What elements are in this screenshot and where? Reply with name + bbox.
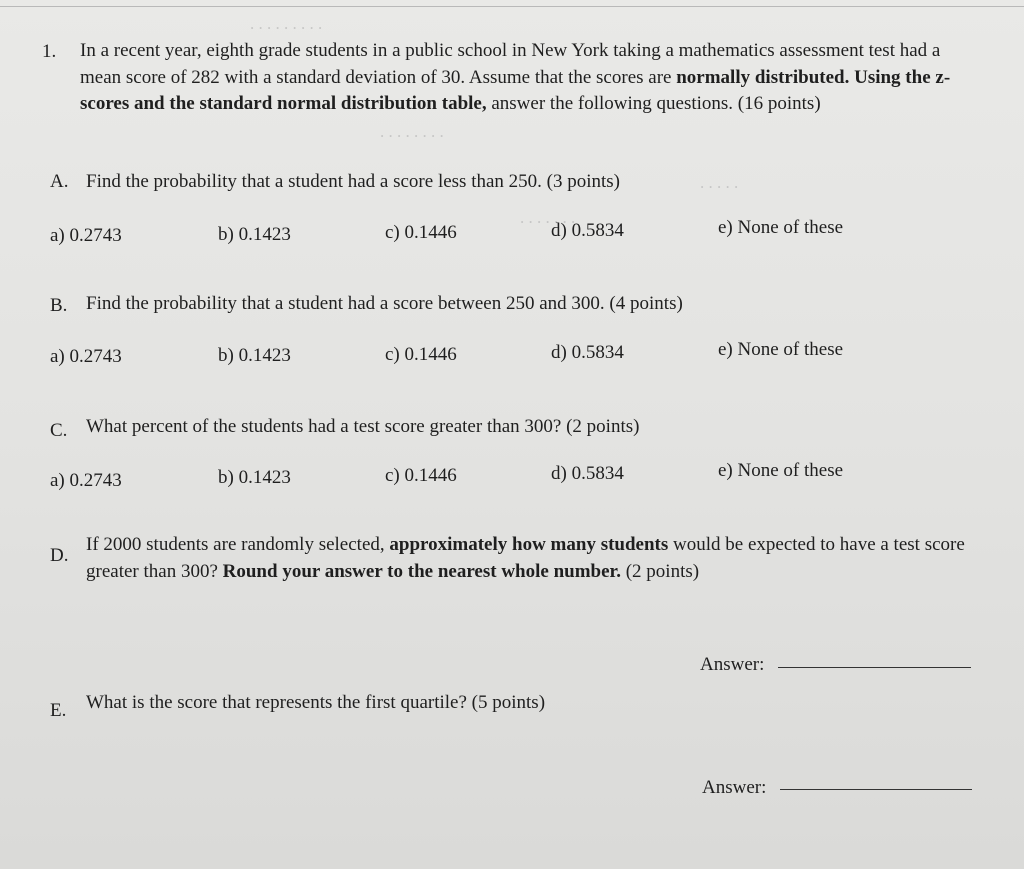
- part-b-choice-b[interactable]: b) 0.1423: [218, 345, 291, 366]
- intro-bold: Using the z-scores and the standard normal distribution table,: [80, 66, 951, 114]
- part-a-choice-a[interactable]: a) 0.2743: [50, 225, 122, 246]
- part-b-choice-e[interactable]: e) None of these: [718, 339, 844, 360]
- part-a-choice-e[interactable]: e) None of these: [718, 217, 844, 238]
- part-e-answer-blank[interactable]: [780, 789, 972, 790]
- part-c-choice-b[interactable]: b) 0.1423: [218, 467, 291, 488]
- part-e-question: What is the score that represents the first quartile? (5 points): [86, 692, 546, 713]
- part-e-letter: E.: [50, 700, 67, 721]
- part-b-choice-c[interactable]: c) 0.1446: [385, 344, 457, 365]
- part-c-choice-c[interactable]: c) 0.1446: [385, 465, 457, 486]
- part-b-choice-a[interactable]: a) 0.2743: [50, 346, 122, 367]
- part-a-letter: A.: [50, 171, 69, 192]
- question-intro: [80, 38, 980, 118]
- part-b-letter: B.: [50, 295, 68, 316]
- bleed-through-text: . . . . . . . . .: [250, 14, 323, 33]
- question-number: 1.: [42, 41, 57, 62]
- intro-bold: normally distributed.: [676, 66, 850, 88]
- part-d-letter: D.: [50, 545, 69, 566]
- part-b-question: Find the probability that a student had a score between 250 and 300. (4 points): [86, 293, 683, 314]
- part-d-answer-blank[interactable]: [778, 667, 971, 668]
- part-d-bold: approximately how many students: [389, 534, 669, 555]
- part-b-choice-d[interactable]: d) 0.5834: [551, 342, 624, 363]
- intro-text: answer the following questions. (16 points): [486, 93, 821, 114]
- part-a-choice-c[interactable]: c) 0.1446: [385, 222, 457, 243]
- part-d-bold: Round your answer to the nearest whole number.: [222, 561, 621, 582]
- part-a-question: Find the probability that a student had a score less than 250. (3 points): [86, 171, 621, 192]
- part-a-choice-d[interactable]: d) 0.5834: [551, 220, 624, 241]
- part-d-text: would be expected to have a test score greater than 300?: [86, 534, 965, 582]
- part-c-choice-d[interactable]: d) 0.5834: [551, 463, 624, 484]
- bleed-through-text: . . . . .: [700, 173, 739, 192]
- part-c-letter: C.: [50, 420, 68, 441]
- part-d-text: (2 points): [620, 561, 700, 582]
- part-d-question: [86, 531, 986, 585]
- part-d-answer-label: Answer:: [700, 654, 765, 675]
- part-c-question: What percent of the students had a test score greater than 300? (2 points): [86, 416, 640, 437]
- part-d-text: If 2000 students are randomly selected,: [86, 534, 390, 555]
- bleed-through-text: . . . . . . .: [520, 208, 576, 227]
- part-c-choice-e[interactable]: e) None of these: [718, 460, 844, 481]
- part-c-choice-a[interactable]: a) 0.2743: [50, 470, 122, 491]
- bleed-through-text: . . . . . . . .: [380, 122, 444, 141]
- intro-text: In a recent year, eighth grade students in a public school in New York taking a mathematics assessment test had a mean score of 282 with a standard deviation of 30. Assume that the scores are: [80, 40, 941, 88]
- top-rule: [0, 6, 1024, 7]
- part-e-answer-label: Answer:: [702, 777, 767, 798]
- part-a-choice-b[interactable]: b) 0.1423: [218, 224, 291, 245]
